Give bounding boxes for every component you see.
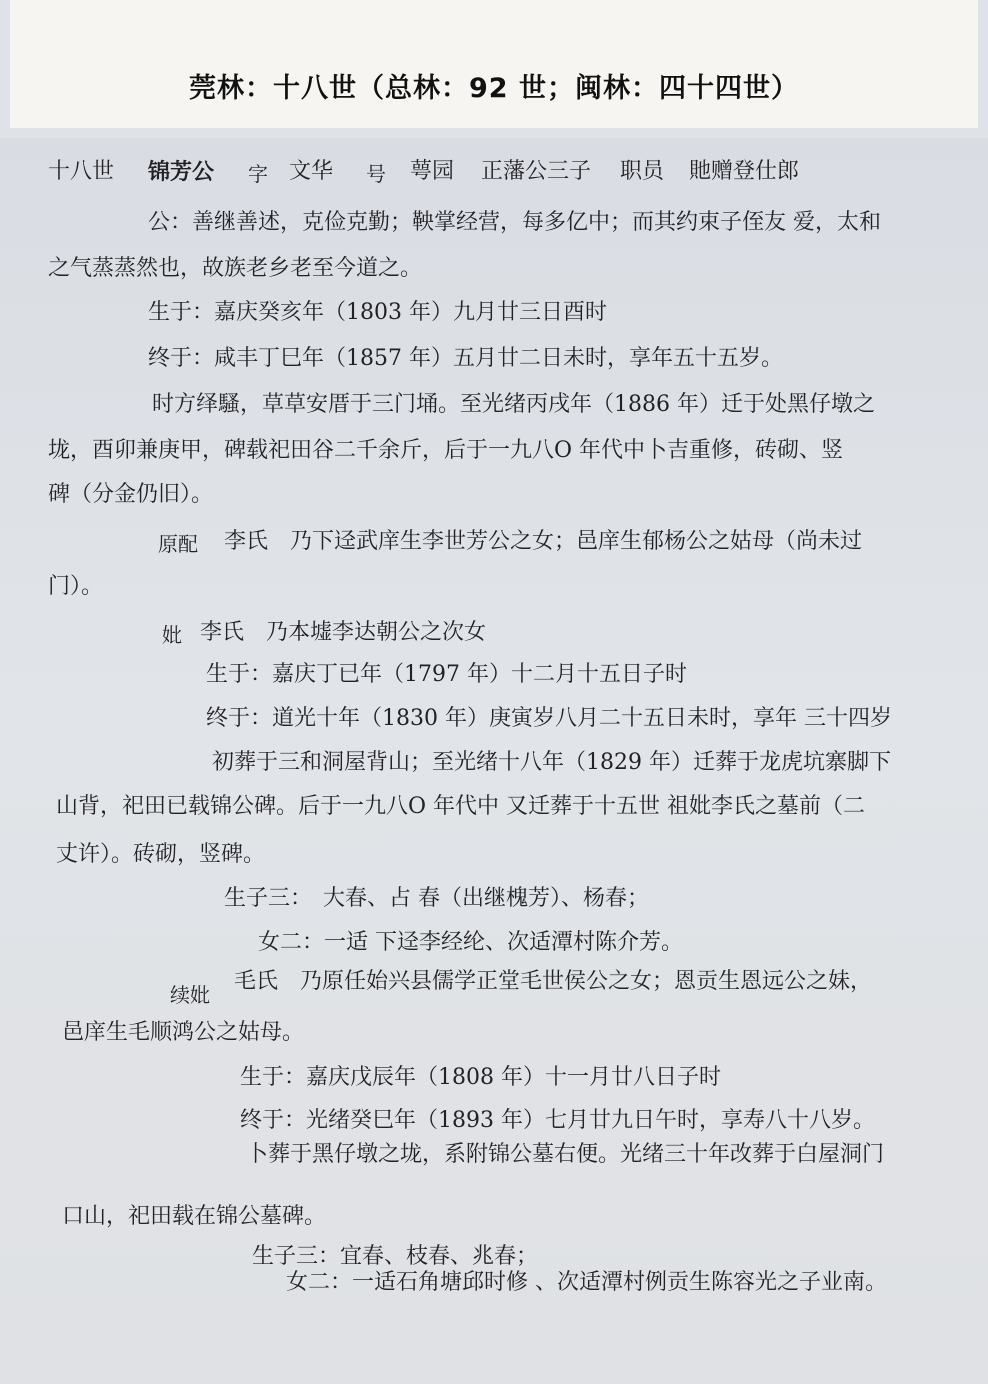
text-line: 丈许）。砖砌，竖碑。 [56,842,266,867]
text-line: 生于：嘉庆癸亥年（1803 年）九月廿三日酉时 [148,300,607,325]
text-line: 口山，祀田载在锦公墓碑。 [62,1204,327,1229]
text-line: 山背，祀田已载锦公碑。后于一九八O 年代中 又迁葬于十五世 祖妣李氏之墓前（二 [56,794,866,819]
entry-header [48,157,114,187]
text-line: 终于：道光十年（1830 年）庚寅岁八月二十五日未时，享年 三十四岁 [206,706,892,731]
zi-value: 文华 [289,159,334,184]
text-line: 公：善继善述，克俭克勤；鞅掌经营，每多亿中；而其约束子侄友 爱，太和 [148,210,881,235]
text-line: 生子三：宜春、枝春、兆春； [252,1244,539,1269]
text-line: 毛氏 乃原任始兴县儒学正堂毛世侯公之女；恩贡生恩远公之妹， [234,969,873,994]
text-line: 初葬于三和洞屋背山；至光绪十八年（1829 年）迁葬于龙虎坑寨脚下 [212,750,891,775]
spouse-label: 原配 [158,532,198,556]
text-line: 李氏 乃下迳武庠生李世芳公之女；邑庠生郁杨公之姑母（尚未过 [224,529,863,554]
text-line: 卜葬于黑仔墩之垅，系附锦公墓右便。光绪三十年改葬于白屋洞门 [246,1142,885,1167]
text-line: 李氏 乃本墟李达朝公之次女 [200,620,487,645]
ancestor-name: 锦芳公 [148,159,215,185]
zi-label: 字 [248,162,268,186]
text-line: 生子三： 大春、占 春（出继槐芳）、杨春； [224,886,649,911]
honor-title: 貤赠登仕郎 [689,159,800,184]
page-title: 莞林：十八世（总林：92 世；闽林：四十四世） [189,73,799,104]
text-line: 时方绎騷，草草安厝于三门埇。至光绪丙戌年（1886 年）迁于处黑仔墩之 [152,392,875,417]
text-line: 女二：一适 下迳李经纶、次适潭村陈介芳。 [258,930,683,955]
text-line: 邑庠生毛顺鸿公之姑母。 [62,1020,305,1045]
text-line: 终于：光绪癸巳年（1893 年）七月廿九日午时，享寿八十八岁。 [240,1108,875,1133]
generation-label: 十八世 [48,159,115,184]
text-line: 女二：一适石角塘邱时修 、次适潭村例贡生陈容光之子业南。 [286,1270,887,1295]
text-line: 门）。 [48,574,104,599]
hao-label: 号 [366,162,386,186]
header-band [10,0,978,128]
office: 职员 [620,159,665,184]
text-line: 终于：咸丰丁巳年（1857 年）五月廿二日未时，享年五十五岁。 [148,346,783,371]
hao-value: 萼园 [410,159,455,184]
spouse-label: 续妣 [170,983,210,1007]
spouse-label: 妣 [162,623,182,647]
parent-note: 正藩公三子 [481,159,592,184]
text-line: 垅，酉卯兼庚甲，碑载祀田谷二千余斤，后于一九八O 年代中卜吉重修，砖砌、竖 [48,438,844,463]
text-line: 生于：嘉庆丁已年（1797 年）十二月十五日子时 [206,662,687,687]
text-line: 之气蒸蒸然也，故族老乡老至今道之。 [48,256,423,281]
text-line: 生于：嘉庆戊辰年（1808 年）十一月廿八日子时 [240,1065,721,1090]
text-line: 碑（分金仍旧）。 [48,482,214,507]
